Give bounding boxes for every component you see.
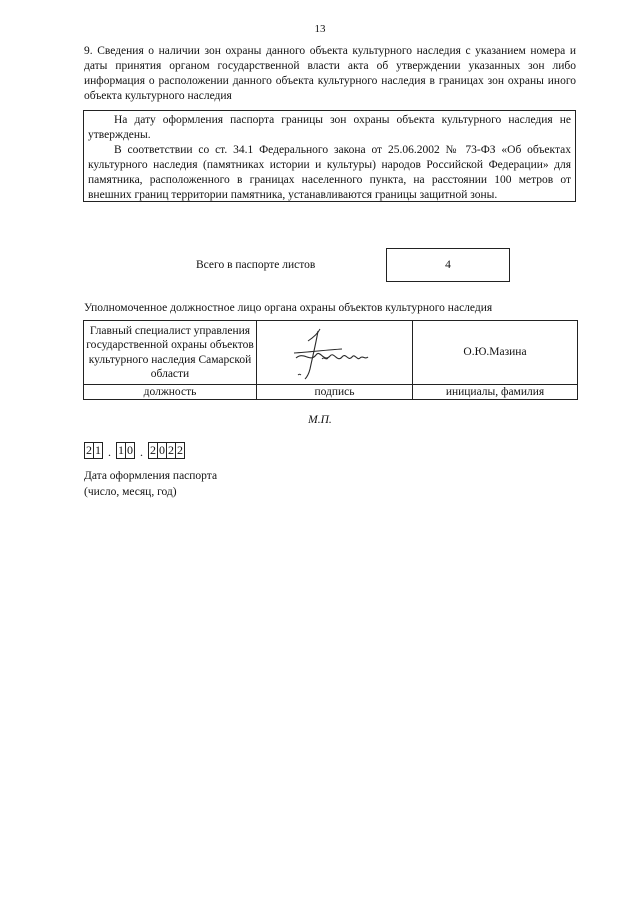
issue-date-caption-line-1: Дата оформления паспорта (84, 470, 218, 482)
official-name-cell (413, 321, 578, 385)
sheets-count-box (386, 248, 510, 282)
official-position: Главный специалист управления государственной охраны объектов культурного наследия Самарской области (86, 324, 254, 380)
handwritten-signature-icon (280, 323, 390, 383)
date-year-digit-1: 2 (148, 442, 158, 459)
signature-table (83, 320, 578, 400)
official-position-cell (84, 321, 257, 385)
protection-zones-info-box (83, 110, 576, 202)
protective-zone-paragraph: В соответствии со ст. 34.1 Федерального закона от 25.06.2002 № 73-ФЗ «Об объектах культурного наследия (памятниках истории и культуры) народов Российской Федерации» для памятника, расположенного в границах населенного пункта, на расстоянии 100 метров от внешних границ территории памятника, устанавливаются границы защитной зоны. (88, 143, 571, 201)
date-separator: . (108, 445, 111, 459)
sheets-count-value: 4 (445, 258, 451, 271)
date-year-digit-2: 0 (157, 442, 167, 459)
date-month-digit-1: 1 (116, 442, 126, 459)
issue-date-boxes (84, 442, 185, 459)
date-day-digit-1: 2 (84, 442, 94, 459)
signature-cell (257, 321, 413, 385)
section-9-heading: 9. Сведения о наличии зон охраны данного объекта культурного наследия с указанием номера и даты принятия органом государственной власти акта об утверждении указанных зон либо информация о расположении данного объекта культурного наследия в границах зон охраны иного объекта культурного наследия (84, 45, 576, 102)
sheets-count-label: Всего в паспорте листов (196, 259, 316, 271)
date-year-digit-4: 2 (175, 442, 185, 459)
name-caption: инициалы, фамилия (413, 385, 578, 400)
date-day-digit-2: 1 (93, 442, 103, 459)
stamp-placeholder: М.П. (308, 414, 332, 426)
date-separator: . (140, 445, 143, 459)
date-month-digit-2: 0 (125, 442, 135, 459)
official-name: О.Ю.Мазина (463, 346, 527, 359)
signature-caption: подпись (257, 385, 413, 400)
position-caption: должность (84, 385, 257, 400)
date-year-digit-3: 2 (166, 442, 176, 459)
issue-date-caption (84, 468, 217, 500)
issue-date-caption-line-2: (число, месяц, год) (84, 486, 177, 499)
official-heading: Уполномоченное должностное лицо органа охраны объектов культурного наследия (84, 302, 493, 314)
zones-status-paragraph: На дату оформления паспорта границы зон охраны объекта культурного наследия не утверждены. (88, 114, 571, 141)
page-number: 13 (314, 23, 326, 35)
